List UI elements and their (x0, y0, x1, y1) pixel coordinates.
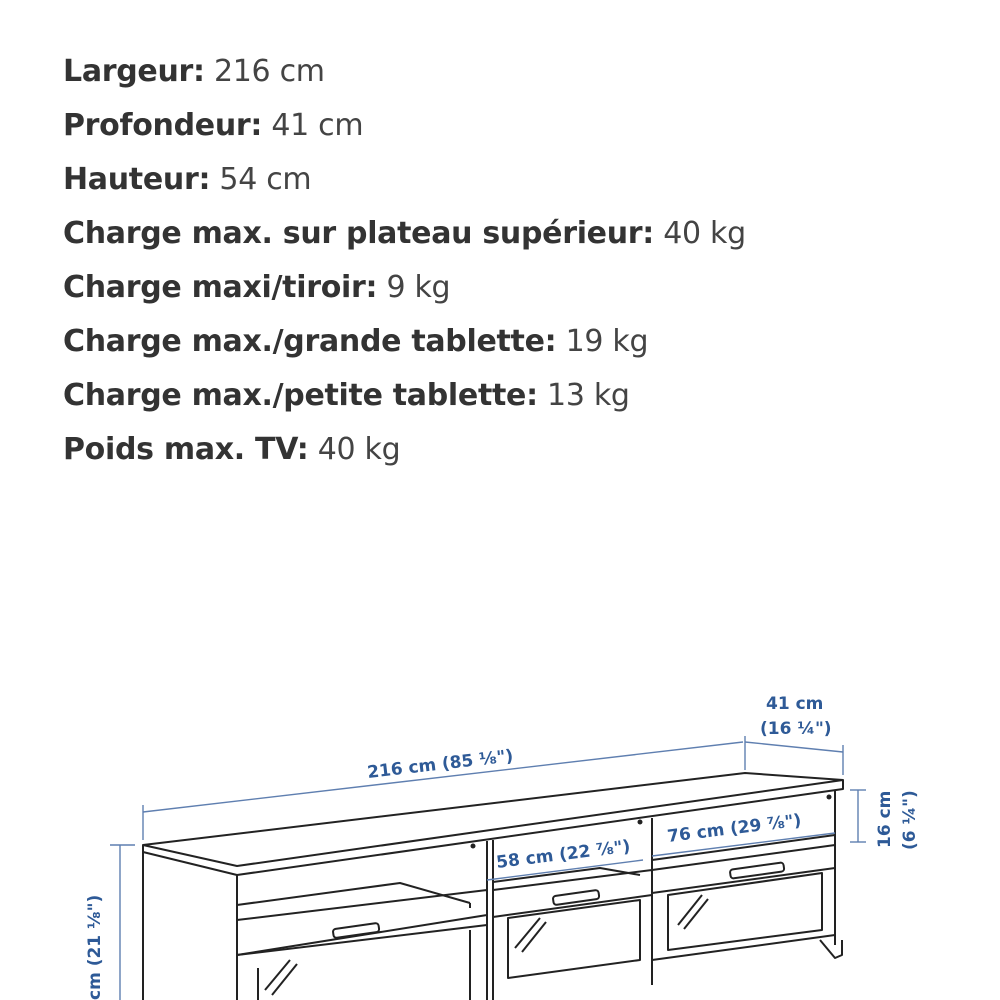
middle-width-label: 58 cm (22 ⅞") (495, 836, 632, 873)
spec-value: 13 kg (547, 378, 630, 413)
spec-value: 40 kg (663, 216, 746, 251)
hole-dot (827, 795, 832, 800)
height-dimension-label: cm (21 ⅛") (85, 894, 105, 1000)
spec-label: Charge maxi/tiroir: (63, 270, 378, 305)
spec-label: Charge max./grande tablette: (63, 324, 557, 359)
spec-value: 19 kg (565, 324, 649, 359)
spec-label: Charge max./petite tablette: (63, 378, 538, 413)
spec-label: Poids max. TV: (63, 432, 309, 467)
spec-value: 40 kg (317, 432, 401, 467)
spec-value: 216 cm (213, 54, 325, 89)
hole-dot (471, 844, 476, 849)
right-width-label: 76 cm (29 ⅞") (666, 810, 803, 847)
depth-cm-label: 41 cm (766, 694, 824, 714)
spec-value: 41 cm (271, 108, 364, 143)
spec-label: Profondeur: (63, 108, 263, 143)
shelf-height-cm-label: 16 cm (875, 790, 895, 848)
spec-label: Largeur: (63, 54, 205, 89)
spec-label: Charge max. sur plateau supérieur: (63, 216, 654, 251)
spec-value: 9 kg (386, 270, 451, 305)
spec-value: 54 cm (219, 162, 312, 197)
spec-label: Hauteur: (63, 162, 211, 197)
hole-dot (638, 820, 643, 825)
shelf-height-in-label: (6 ¼") (900, 790, 920, 850)
width-dimension-label: 216 cm (85 ⅛") (366, 746, 515, 783)
furniture-drawing (143, 773, 843, 1000)
depth-in-label: (16 ¼") (760, 719, 832, 739)
